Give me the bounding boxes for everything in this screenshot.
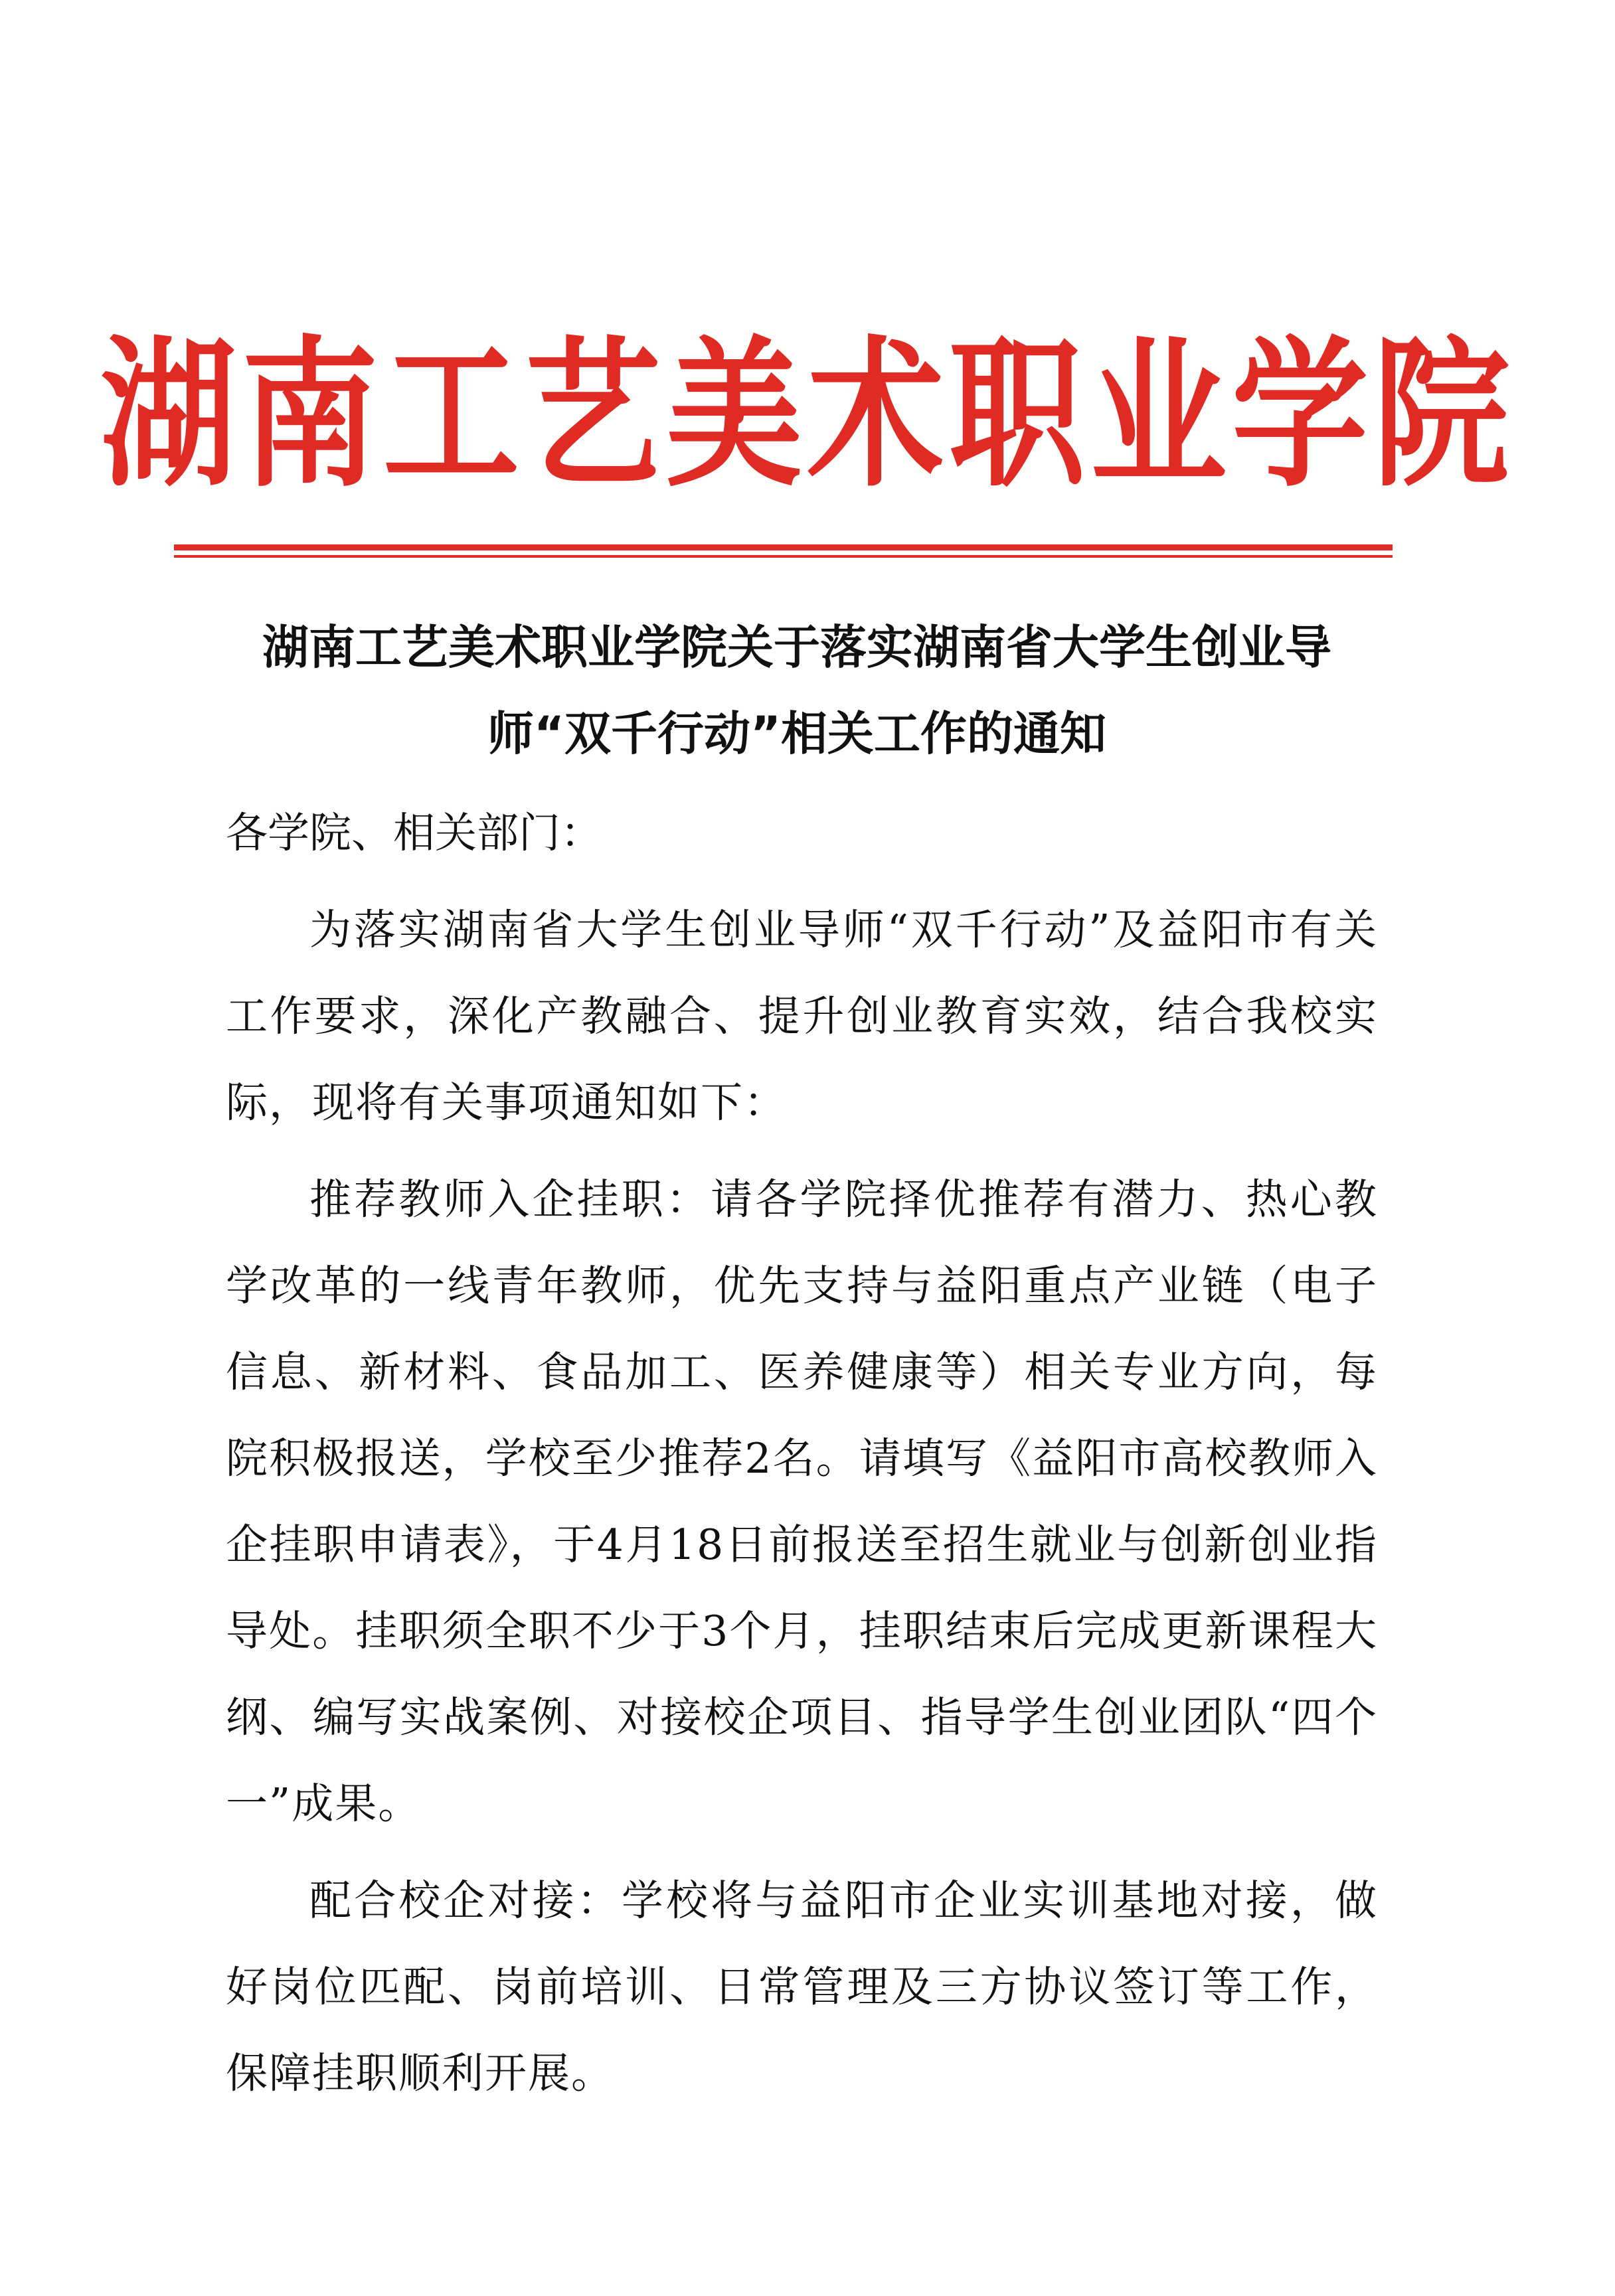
notice-title-line-1: 湖南工艺美术职业学院关于落实湖南省大学生创业导	[262, 620, 1331, 675]
paragraph-school-enterprise: 配合校企对接：学校将与益阳市企业实训基地对接，做好岗位匹配、岗前培训、日常管理及三方协议签订等工作，保障挂职顺利开展。	[226, 1876, 1378, 2097]
notice-title-line-2: 师“双千行动”相关工作的通知	[487, 706, 1106, 761]
masthead-red-rule-thin	[174, 555, 1393, 558]
masthead-institution-name	[0, 321, 1615, 509]
masthead-red-rule	[174, 544, 1393, 550]
masthead-text: 湖南工艺美术职业学院	[100, 321, 1515, 509]
salutation: 各学院、相关部门：	[226, 809, 602, 857]
paragraph-teacher-secondment: 推荐教师入企挂职：请各学院择优推荐有潜力、热心教学改革的一线青年教师，优先支持与益阳重点产业链（电子信息、新材料、食品加工、医养健康等）相关专业方向，每院积极报送，学校至少推荐2名。请填写《益阳市高校教师入企挂职申请表》，于4月18日前报送至招生就业与创新创业指导处。挂职须全职不少于3个月，挂职结束后完成更新课程大纲、编写实战案例、对接校企项目、指导学生创业团队“四个一”成果。	[226, 1175, 1378, 1828]
paragraph-intro: 为落实湖南省大学生创业导师“双千行动”及益阳市有关工作要求，深化产教融合、提升创业教育实效，结合我校实际，现将有关事项通知如下：	[226, 906, 1378, 1127]
notice-body	[226, 790, 1378, 2117]
